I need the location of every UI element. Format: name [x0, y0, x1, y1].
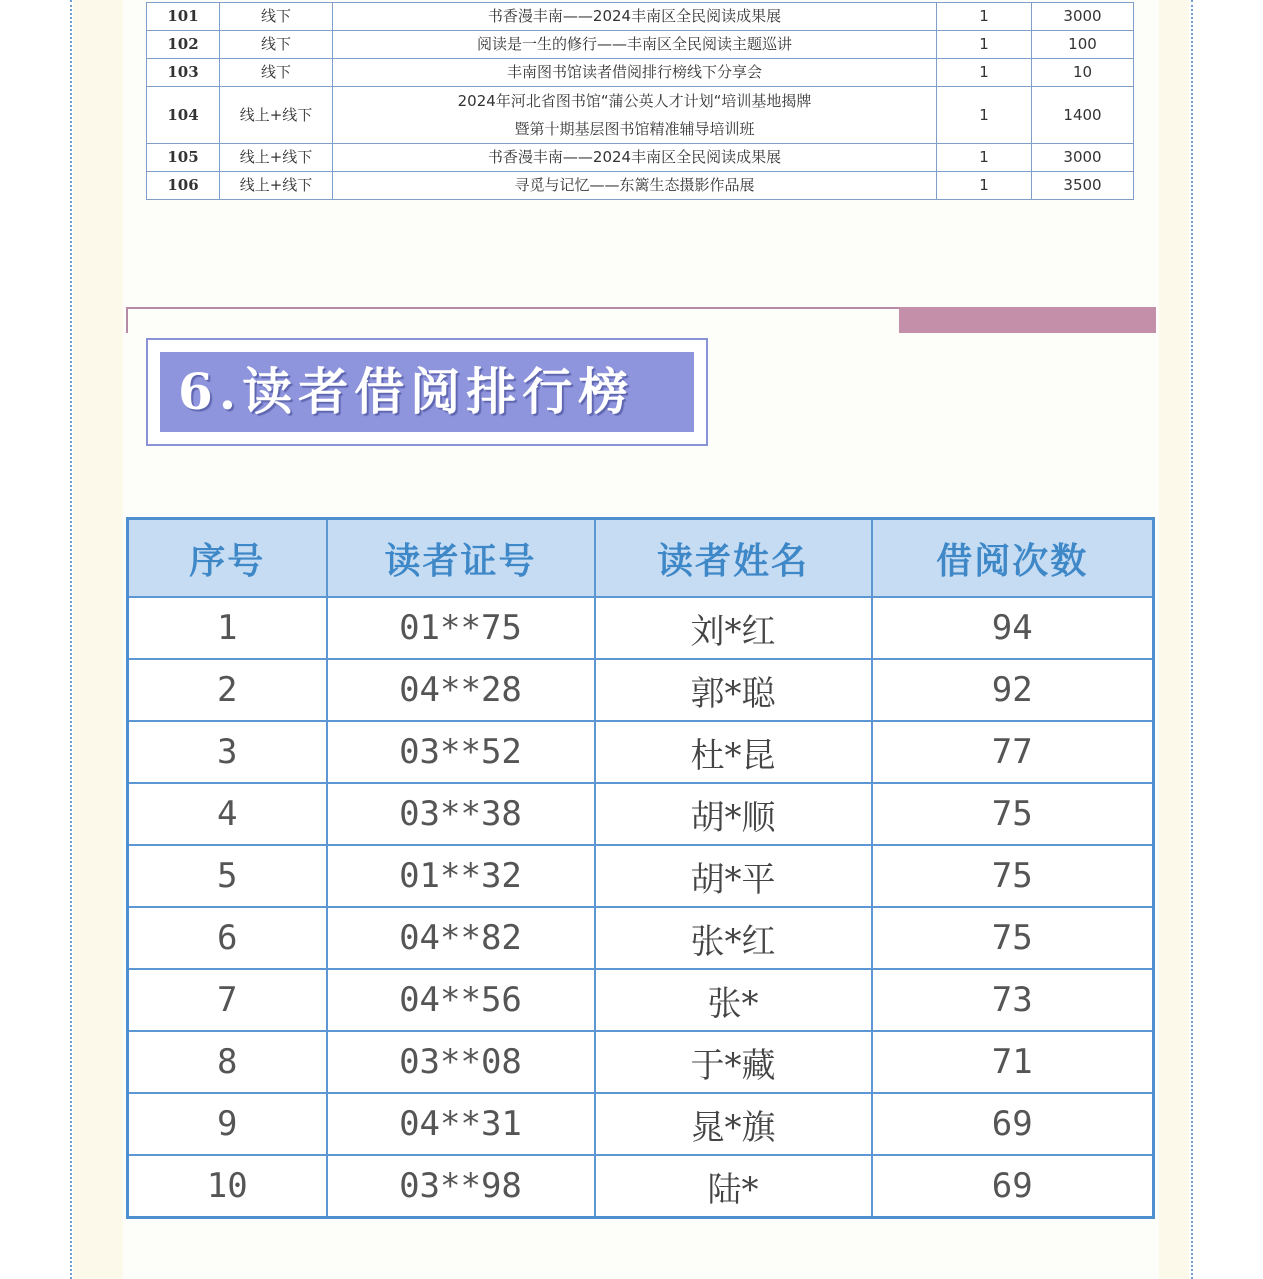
name-cell: 于*藏	[595, 1031, 872, 1093]
activity-title: 丰南图书馆读者借阅排行榜线下分享会	[333, 59, 937, 87]
table-row	[128, 1031, 1154, 1093]
name-cell: 胡*顺	[595, 783, 872, 845]
rank-cell: 5	[128, 845, 327, 907]
activity-mode: 线下	[220, 59, 333, 87]
name-cell: 刘*红	[595, 597, 872, 659]
section-divider-line	[127, 307, 899, 309]
table-row	[128, 783, 1154, 845]
right-margin	[1159, 0, 1189, 1279]
card-cell: 03**98	[327, 1155, 595, 1218]
rank-cell: 10	[128, 1155, 327, 1218]
name-cell: 晁*旗	[595, 1093, 872, 1155]
activity-sessions: 1	[937, 31, 1032, 59]
card-cell: 04**82	[327, 907, 595, 969]
card-cell: 01**75	[327, 597, 595, 659]
rank-cell: 9	[128, 1093, 327, 1155]
card-cell: 04**28	[327, 659, 595, 721]
activity-title	[333, 87, 937, 144]
rank-cell: 7	[128, 969, 327, 1031]
activity-no: 102	[147, 31, 220, 59]
right-dotted-border	[1191, 0, 1193, 1279]
rank-cell: 2	[128, 659, 327, 721]
activity-sessions: 1	[937, 87, 1032, 144]
activity-title-line: 2024年河北省图书馆“蒲公英人才计划“培训基地揭牌	[457, 92, 812, 110]
activity-participants: 10	[1032, 59, 1134, 87]
activity-title: 书香漫丰南——2024丰南区全民阅读成果展	[333, 144, 937, 172]
card-cell: 03**08	[327, 1031, 595, 1093]
card-cell: 03**52	[327, 721, 595, 783]
activity-no: 103	[147, 59, 220, 87]
activity-participants: 3500	[1032, 172, 1134, 200]
card-cell: 04**56	[327, 969, 595, 1031]
table-row	[147, 172, 1134, 200]
rank-cell: 4	[128, 783, 327, 845]
section-title-frame	[146, 338, 708, 446]
table-row	[128, 845, 1154, 907]
count-cell: 75	[872, 783, 1154, 845]
table-row	[147, 144, 1134, 172]
count-cell: 73	[872, 969, 1154, 1031]
left-margin	[73, 0, 123, 1279]
count-cell: 69	[872, 1093, 1154, 1155]
count-cell: 92	[872, 659, 1154, 721]
activity-participants: 3000	[1032, 3, 1134, 31]
activity-title: 寻觅与记忆——东篱生态摄影作品展	[333, 172, 937, 200]
reader-ranking-table	[126, 517, 1155, 1219]
table-row	[147, 31, 1134, 59]
activity-mode: 线上+线下	[220, 144, 333, 172]
count-cell: 94	[872, 597, 1154, 659]
count-cell: 75	[872, 845, 1154, 907]
card-cell: 03**38	[327, 783, 595, 845]
table-row	[128, 659, 1154, 721]
header-reader-name: 读者姓名	[595, 519, 872, 598]
name-cell: 张*红	[595, 907, 872, 969]
count-cell: 71	[872, 1031, 1154, 1093]
header-card-number: 读者证号	[327, 519, 595, 598]
activity-sessions: 1	[937, 144, 1032, 172]
name-cell: 陆*	[595, 1155, 872, 1218]
activity-mode: 线下	[220, 3, 333, 31]
section-accent-band	[899, 307, 1156, 333]
table-header-row	[128, 519, 1154, 598]
header-borrow-count: 借阅次数	[872, 519, 1154, 598]
activity-participants: 3000	[1032, 144, 1134, 172]
table-row	[147, 87, 1134, 144]
card-cell: 01**32	[327, 845, 595, 907]
name-cell: 杜*昆	[595, 721, 872, 783]
activity-no: 104	[147, 87, 220, 144]
activity-participants: 1400	[1032, 87, 1134, 144]
rank-cell: 3	[128, 721, 327, 783]
rank-cell: 8	[128, 1031, 327, 1093]
count-cell: 69	[872, 1155, 1154, 1218]
table-row	[128, 597, 1154, 659]
activities-table	[146, 2, 1134, 200]
table-row	[128, 1093, 1154, 1155]
activity-no: 101	[147, 3, 220, 31]
name-cell: 张*	[595, 969, 872, 1031]
table-row	[147, 59, 1134, 87]
activity-no: 105	[147, 144, 220, 172]
activity-sessions: 1	[937, 59, 1032, 87]
rank-cell: 1	[128, 597, 327, 659]
count-cell: 77	[872, 721, 1154, 783]
header-rank: 序号	[128, 519, 327, 598]
activity-mode: 线上+线下	[220, 172, 333, 200]
activity-mode: 线下	[220, 31, 333, 59]
name-cell: 郭*聪	[595, 659, 872, 721]
activity-title: 阅读是一生的修行——丰南区全民阅读主题巡讲	[333, 31, 937, 59]
table-row	[128, 1155, 1154, 1218]
count-cell: 75	[872, 907, 1154, 969]
activity-sessions: 1	[937, 172, 1032, 200]
section-divider-tick	[126, 307, 128, 333]
table-row	[128, 721, 1154, 783]
activity-mode: 线上+线下	[220, 87, 333, 144]
activity-no: 106	[147, 172, 220, 200]
table-row	[147, 3, 1134, 31]
table-row	[128, 969, 1154, 1031]
rank-cell: 6	[128, 907, 327, 969]
left-dotted-border	[70, 0, 72, 1279]
activity-title: 书香漫丰南——2024丰南区全民阅读成果展	[333, 3, 937, 31]
card-cell: 04**31	[327, 1093, 595, 1155]
activity-participants: 100	[1032, 31, 1134, 59]
section-title: 6.读者借阅排行榜	[160, 352, 694, 432]
activity-sessions: 1	[937, 3, 1032, 31]
name-cell: 胡*平	[595, 845, 872, 907]
table-row	[128, 907, 1154, 969]
activity-title-line: 暨第十期基层图书馆精准辅导培训班	[514, 120, 755, 138]
